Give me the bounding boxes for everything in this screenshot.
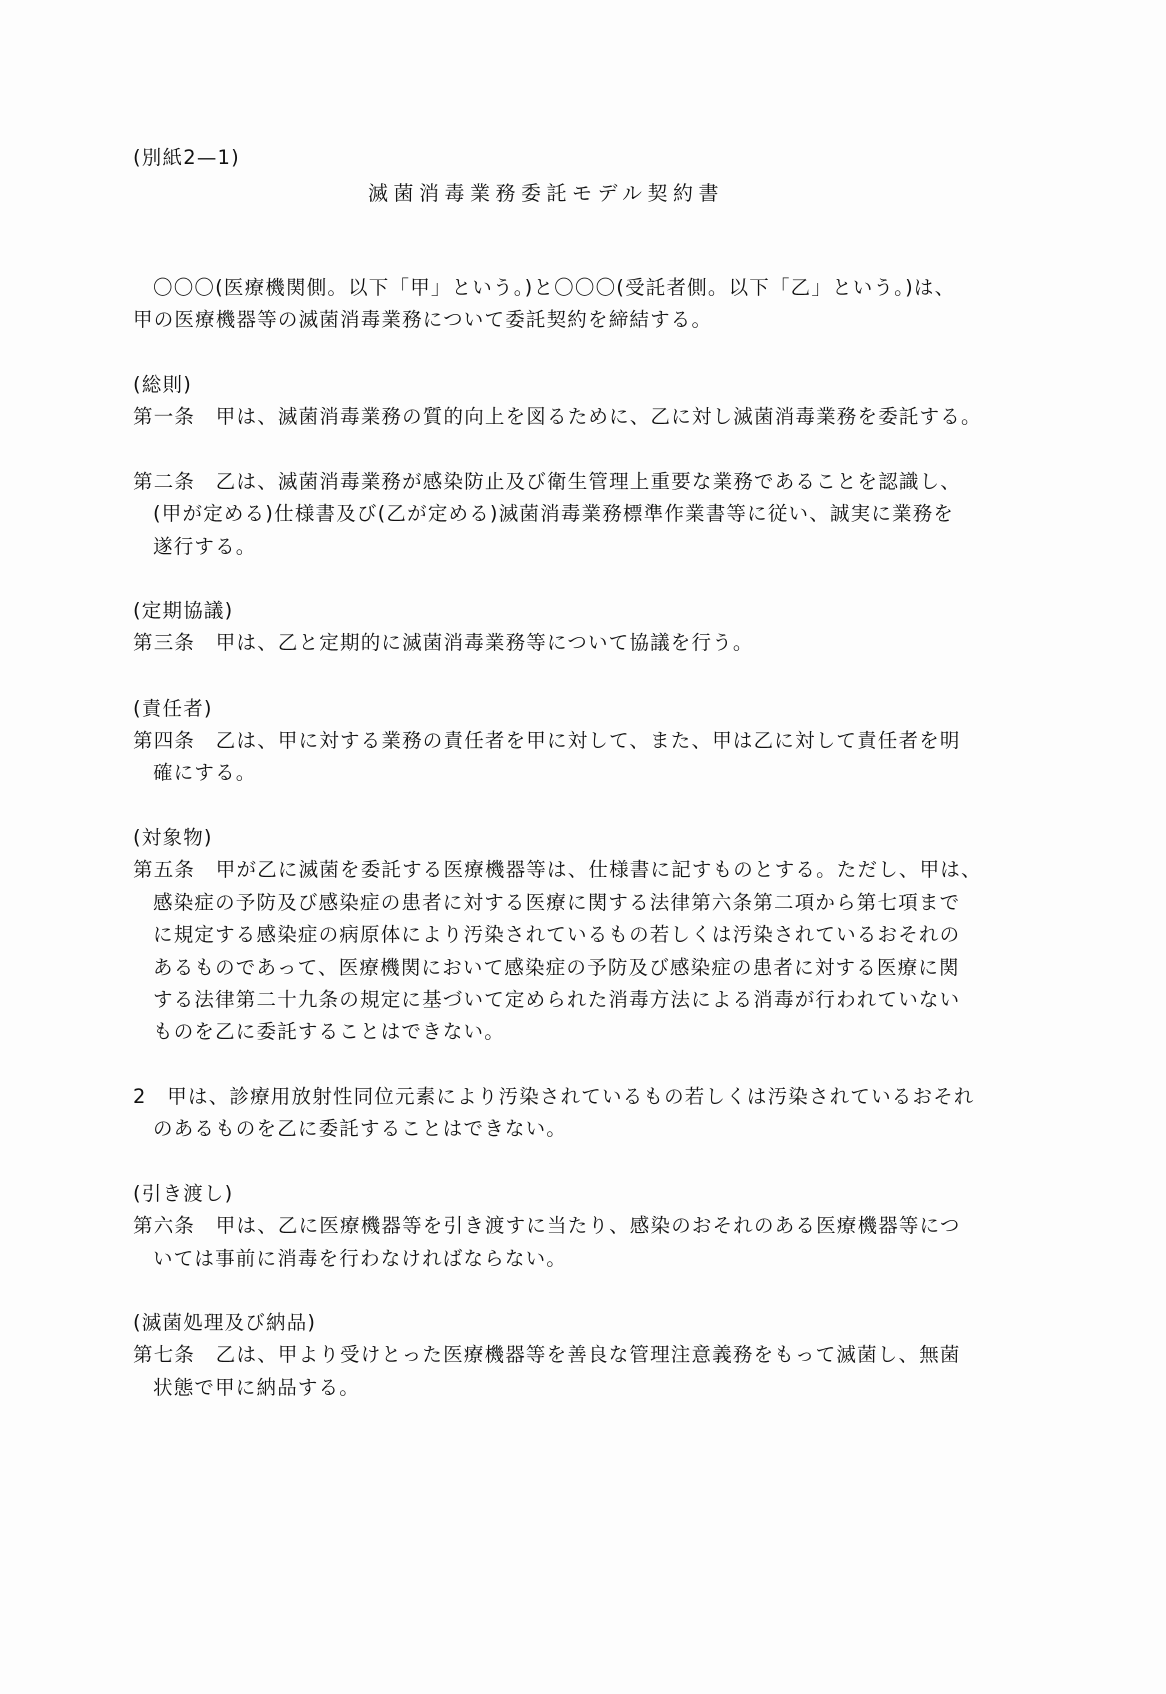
article-6-line-1: 第六条 甲は、乙に医療機器等を引き渡すに当たり、感染のおそれのある医療機器等につ [133, 1214, 961, 1237]
preamble-line-1: 〇〇〇(医療機関側。以下「甲」という。)と〇〇〇(受託者側。以下「乙」という。)は、 [153, 276, 956, 299]
section-heading-target-objects: (対象物) [133, 826, 213, 849]
document-title: 滅菌消毒業務委託モデル契約書 [368, 181, 724, 205]
article-2-line-1: 第二条 乙は、滅菌消毒業務が感染防止及び衛生管理上重要な業務であることを認識し、 [133, 470, 962, 493]
article-5-line-5: する法律第二十九条の規定に基づいて定められた消毒方法による消毒が行われていない [153, 988, 961, 1011]
section-heading-sterilization-delivery: (滅菌処理及び納品) [133, 1311, 317, 1334]
section-heading-general: (総則) [133, 373, 193, 396]
article-5-line-2: 感染症の予防及び感染症の患者に対する医療に関する法律第六条第二項から第七項まで [153, 891, 961, 914]
article-2-line-2: (甲が定める)仕様書及び(乙が定める)滅菌消毒業務標準作業書等に従い、誠実に業務を [153, 502, 955, 525]
article-6-line-2: いては事前に消毒を行わなければならない。 [153, 1247, 568, 1270]
attachment-label: (別紙2—1) [133, 146, 240, 169]
article-5-para-2-line-1: 2 甲は、診療用放射性同位元素により汚染されているもの若しくは汚染されているおそれ [133, 1085, 975, 1108]
article-5-line-3: に規定する感染症の病原体により汚染されているもの若しくは汚染されているおそれの [153, 923, 961, 946]
section-heading-regular-consultation: (定期協議) [133, 599, 234, 622]
section-heading-handover: (引き渡し) [133, 1182, 234, 1205]
article-5-line-1: 第五条 甲が乙に滅菌を委託する医療機器等は、仕様書に記すものとする。ただし、甲は、 [133, 858, 982, 881]
article-2-line-3: 遂行する。 [153, 535, 257, 558]
article-4-line-1: 第四条 乙は、甲に対する業務の責任者を甲に対して、また、甲は乙に対して責任者を明 [133, 729, 961, 752]
preamble-line-2: 甲の医療機器等の滅菌消毒業務について委託契約を締結する。 [133, 308, 713, 331]
article-5-line-6: ものを乙に委託することはできない。 [153, 1020, 505, 1043]
article-7-line-1: 第七条 乙は、甲より受けとった医療機器等を善良な管理注意義務をもって滅菌し、無菌 [133, 1343, 961, 1366]
article-7-line-2: 状態で甲に納品する。 [153, 1376, 361, 1399]
article-3-line-1: 第三条 甲は、乙と定期的に滅菌消毒業務等について協議を行う。 [133, 631, 754, 654]
article-1-line-1: 第一条 甲は、滅菌消毒業務の質的向上を図るために、乙に対し滅菌消毒業務を委託する。 [133, 405, 982, 428]
article-5-line-4: あるものであって、医療機関において感染症の予防及び感染症の患者に対する医療に関 [153, 956, 960, 979]
article-4-line-2: 確にする。 [153, 761, 257, 784]
section-heading-responsible-person: (責任者) [133, 697, 213, 720]
article-5-para-2-line-2: のあるものを乙に委託することはできない。 [153, 1117, 568, 1140]
